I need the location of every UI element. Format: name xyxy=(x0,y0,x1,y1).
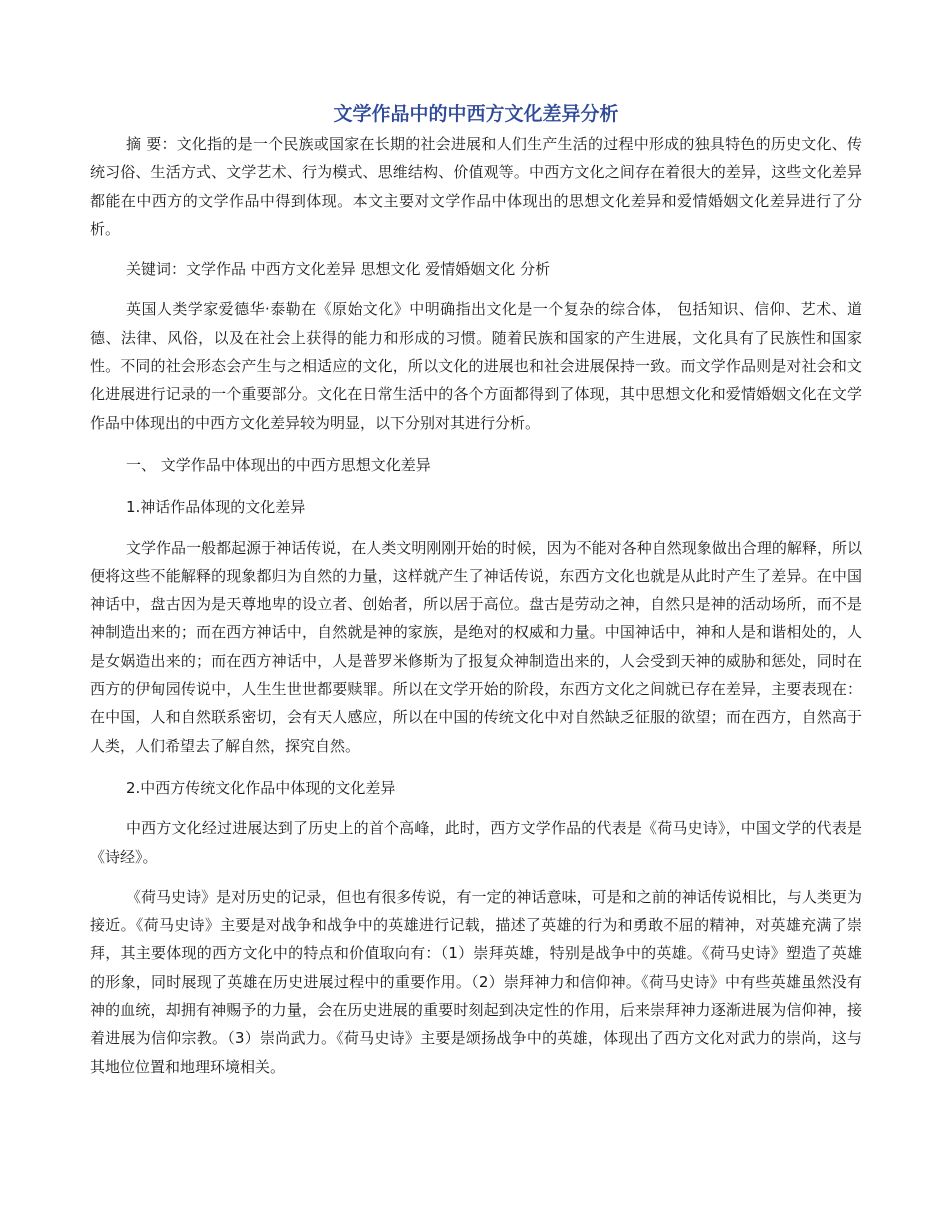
keywords-line: 关键词：文学作品 中西方文化差异 思想文化 爱情婚姻文化 分析 xyxy=(126,260,551,279)
subsection-1-body: 文学作品一般都起源于神话传说，在人类文明刚刚开始的时候，因为不能对各种自然现象做出合理的解释，所以便将这些不能解释的现象都归为自然的力量，这样就产生了神话传说，东西方文化也就是从此时产生了差异。在中国神话中，盘古因为是天尊地卑的设立者、创始者，所以居于高位。盘古是劳动之神，自然只是神的活动场所，而不是神制造出来的；而在西方神话中，自然就是神的家族，是绝对的权威和力量。中国神话中，神和人是和谐相处的，人是女娲造出来的；而在西方神话中，人是普罗米修斯为了报复众神制造出来的，人会受到天神的威胁和惩处，同时在西方的伊甸园传说中，人生生世世都要赎罪。所以在文学开始的阶段，东西方文化之间就已存在差异，主要表现在：在中国，人和自然联系密切，会有天人感应，所以在中国的传统文化中对自然缺乏征服的欲望；而在西方，自然高于人类，人们希望去了解自然，探究自然。 xyxy=(90,538,862,755)
document-title: 文学作品中的中西方文化差异分析 xyxy=(333,103,619,125)
subsection-1-heading: 1.神话作品体现的文化差异 xyxy=(126,498,306,517)
section-1-heading: 一、 文学作品中体现出的中西方思想文化差异 xyxy=(126,455,431,474)
document-page xyxy=(90,100,862,1081)
intro-paragraph: 英国人类学家爱德华·泰勒在《原始文化》中明确指出文化是一个复杂的综合体， 包括知识、信仰、艺术、道德、法律、风俗，以及在社会上获得的能力和形成的习惯。随着民族和国家的产生进展，文化具有了民族性和国家性。不同的社会形态会产生与之相适应的文化，所以文化的进展也和社会进展保持一致。而文学作品则是对社会和文化进展进行记录的一个重要部分。文化在日常生活中的各个方面都得到了体现，其中思想文化和爱情婚姻文化在文学作品中体现出的中西方文化差异较为明显，以下分别对其进行分析。 xyxy=(90,300,862,432)
subsection-2-paragraph-1: 中西方文化经过进展达到了历史上的首个高峰，此时，西方文学作品的代表是《荷马史诗》，中国文学的代表是《诗经》。 xyxy=(90,819,862,866)
abstract-paragraph: 摘 要：文化指的是一个民族或国家在长期的社会进展和人们生产生活的过程中形成的独具特色的历史文化、传统习俗、生活方式、文学艺术、行为模式、思维结构、价值观等。中西方文化之间存在着很大的差异，这些文化差异都能在中西方的文学作品中得到体现。本文主要对文学作品中体现出的思想文化差异和爱情婚姻文化差异进行了分析。 xyxy=(90,135,862,238)
subsection-2-heading: 2.中西方传统文化作品中体现的文化差异 xyxy=(126,778,396,797)
subsection-2-paragraph-2: 《荷马史诗》是对历史的记录，但也有很多传说，有一定的神话意味，可是和之前的神话传说相比，与人类更为接近。《荷马史诗》主要是对战争和战争中的英雄进行记载，描述了英雄的行为和勇敢不屈的精神，对英雄充满了崇拜，其主要体现的西方文化中的特点和价值取向有：（1）崇拜英雄，特别是战争中的英雄。《荷马史诗》塑造了英雄的形象，同时展现了英雄在历史进展过程中的重要作用。（2）崇拜神力和信仰神。《荷马史诗》中有些英雄虽然没有神的血统，却拥有神赐予的力量，会在历史进展的重要时刻起到决定性的作用，后来崇拜神力逐渐进展为信仰神，接着进展为信仰宗教。（3）崇尚武力。《荷马史诗》主要是颂扬战争中的英雄，体现出了西方文化对武力的崇尚，这与其地位位置和地理环境相关。 xyxy=(90,887,862,1076)
